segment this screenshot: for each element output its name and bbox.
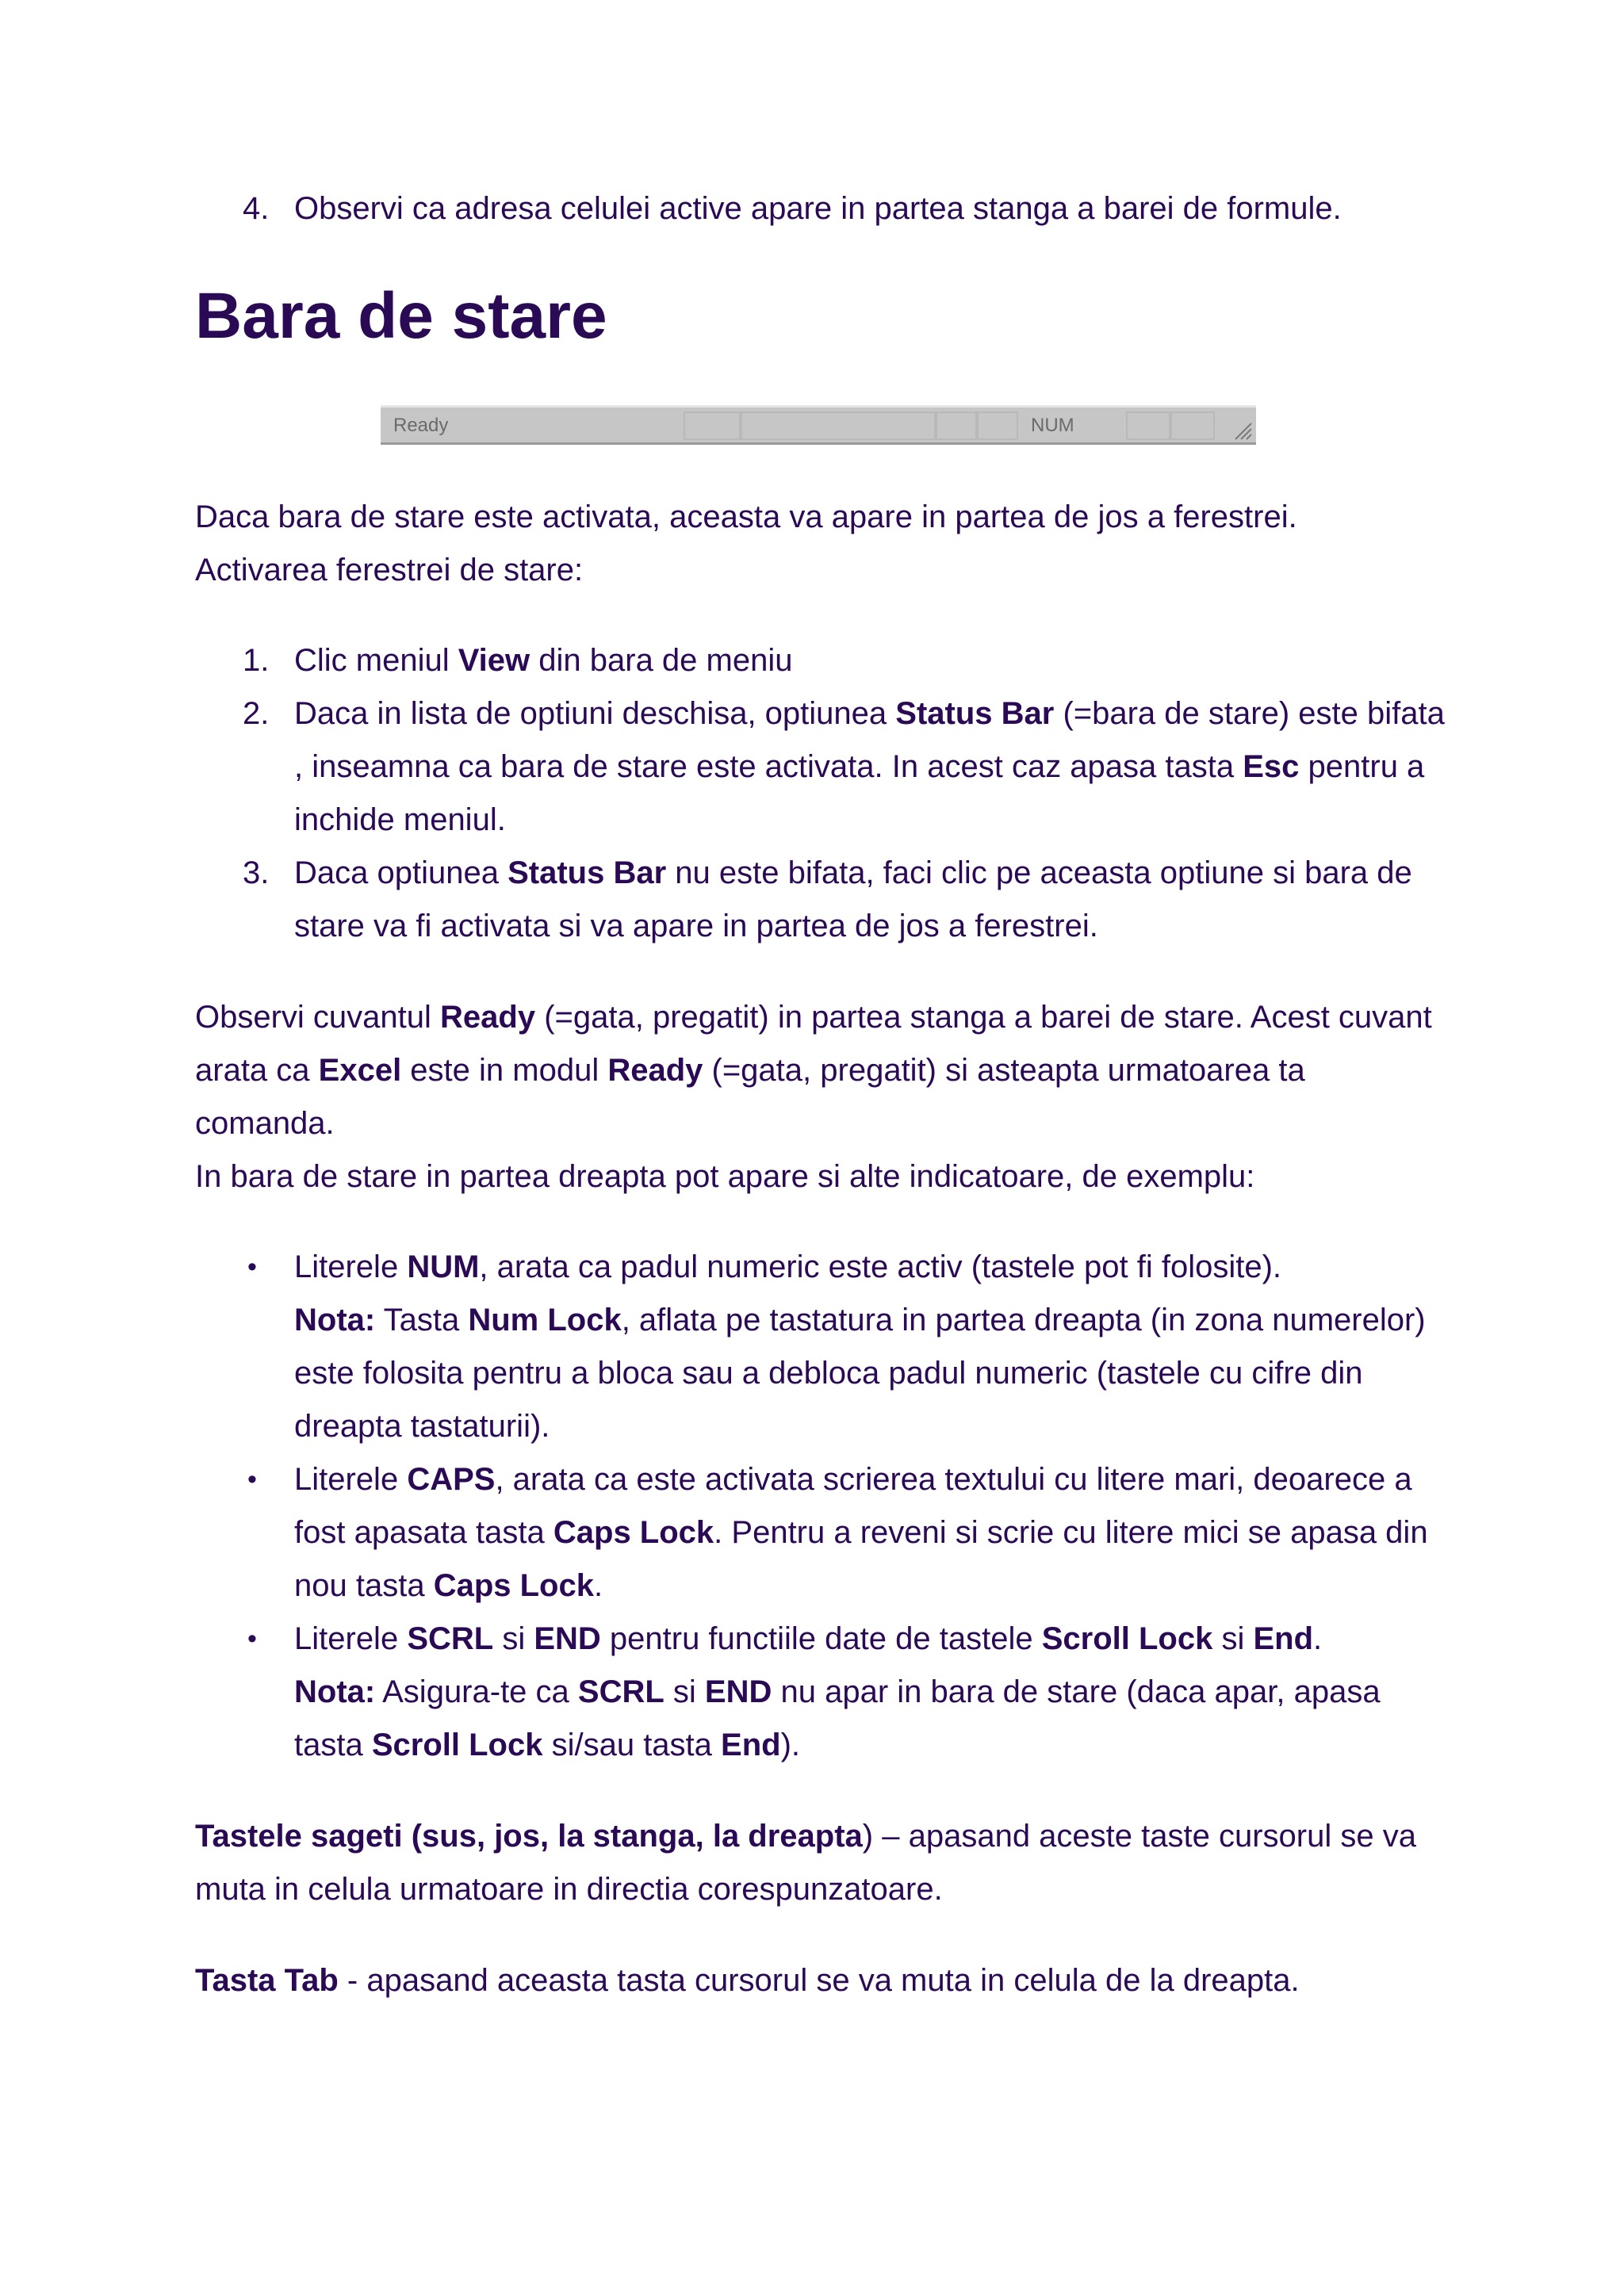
bold-run: Status Bar bbox=[895, 696, 1055, 731]
status-ready-label: Ready bbox=[393, 415, 449, 436]
bold-run: Scroll Lock bbox=[371, 1728, 543, 1762]
bold-run: End bbox=[721, 1728, 781, 1762]
text-run: . Pentru a reveni si scrie cu litere mici se apasa din nou tasta bbox=[294, 1515, 1428, 1603]
list-item-text: Observi ca adresa celulei active apare in partea stanga a barei de formule. bbox=[294, 191, 1342, 226]
status-panel bbox=[741, 411, 936, 440]
bold-run: Tasta Tab bbox=[195, 1963, 339, 1998]
bold-run: Esc bbox=[1243, 749, 1300, 784]
bold-run: Caps Lock bbox=[553, 1515, 714, 1550]
steps-list bbox=[195, 634, 1448, 953]
list-item bbox=[195, 1453, 1448, 1613]
bold-run: Tastele sageti (sus, jos, la stanga, la dreapta bbox=[195, 1819, 863, 1854]
bold-run: SCRL bbox=[407, 1621, 494, 1656]
text-run: , arata ca este activata scrierea textului cu litere mari, deoarece a fost apasata tasta bbox=[294, 1462, 1412, 1550]
bold-run: Num Lock bbox=[468, 1303, 622, 1337]
bold-run: View bbox=[458, 643, 530, 678]
bullet: • bbox=[247, 1252, 257, 1282]
bold-run: End bbox=[1253, 1621, 1313, 1656]
text-run: si bbox=[1212, 1621, 1254, 1656]
text-run: Asigura-te ca bbox=[375, 1674, 578, 1709]
indicators-list bbox=[195, 1241, 1448, 1772]
text-run: este in modul bbox=[401, 1053, 608, 1088]
text-run: Daca optiunea bbox=[294, 855, 508, 890]
bold-run: NUM bbox=[407, 1249, 480, 1284]
bold-run: Ready bbox=[607, 1053, 703, 1088]
paragraph bbox=[195, 991, 1448, 1150]
status-num-label: NUM bbox=[1031, 415, 1074, 436]
list-item bbox=[195, 182, 1448, 235]
text-run: nu apar in bara de stare (daca apar, apasa tasta bbox=[294, 1674, 1381, 1762]
status-panel bbox=[1126, 411, 1170, 440]
text-run: pentru functiile date de tastele bbox=[600, 1621, 1042, 1656]
list-number: 3. bbox=[243, 855, 270, 890]
status-panel bbox=[684, 411, 741, 440]
paragraph: In bara de stare in partea dreapta pot apare si alte indicatoare, de exemplu: bbox=[195, 1159, 1255, 1194]
text-run: Literele bbox=[294, 1462, 408, 1497]
paragraph: Activarea ferestrei de stare: bbox=[195, 553, 584, 587]
list-item bbox=[195, 634, 1448, 687]
list-item bbox=[195, 687, 1448, 847]
status-panel bbox=[977, 411, 1018, 440]
bold-run: Scroll Lock bbox=[1041, 1621, 1213, 1656]
list-item bbox=[195, 1241, 1448, 1453]
text-run: nu este bifata, faci clic pe aceasta optiune si bara de stare va fi activata si va apare in partea de jos a ferestrei. bbox=[294, 855, 1412, 943]
text-run: , arata ca padul numeric este activ (tastele pot fi folosite). bbox=[479, 1249, 1282, 1284]
text-run: ) – apasand aceste taste cursorul se va muta in celula urmatoare in directia corespunzatoare. bbox=[195, 1819, 1416, 1907]
continued-list bbox=[195, 182, 1448, 235]
note-label: Nota: bbox=[294, 1303, 376, 1337]
text-run: Literele bbox=[294, 1621, 408, 1656]
bold-run: Ready bbox=[440, 1000, 536, 1035]
text-run: (=bara de stare) este bifata , inseamna ca bara de stare este activata. In acest caz apasa tasta bbox=[294, 696, 1445, 784]
text-run: . bbox=[1313, 1621, 1323, 1656]
paragraph bbox=[195, 1810, 1448, 1916]
text-run: (=gata, pregatit) si asteapta urmatoarea ta comanda. bbox=[195, 1053, 1305, 1141]
bold-run: Excel bbox=[318, 1053, 402, 1088]
text-run: si bbox=[493, 1621, 534, 1656]
list-number: 2. bbox=[243, 696, 270, 731]
status-bar-image bbox=[381, 405, 1256, 445]
text-run: si bbox=[664, 1674, 705, 1709]
list-item bbox=[195, 847, 1448, 953]
list-item bbox=[195, 1613, 1448, 1772]
text-run: si/sau tasta bbox=[542, 1728, 722, 1762]
document-content bbox=[195, 182, 1448, 2007]
text-run: . bbox=[593, 1568, 603, 1603]
text-run: Tasta bbox=[375, 1303, 469, 1337]
note-label: Nota: bbox=[294, 1674, 376, 1709]
text-run: , aflata pe tastatura in partea dreapta (in zona numerelor) este folosita pentru a bloca sau a debloca padul numeric (tastele cu cifre din dreapta tastaturii). bbox=[294, 1303, 1426, 1444]
status-panel bbox=[1170, 411, 1215, 440]
text-run: Literele bbox=[294, 1249, 408, 1284]
paragraph: Daca bara de stare este activata, aceasta va apare in partea de jos a ferestrei. bbox=[195, 499, 1297, 534]
text-run: - apasand aceasta tasta cursorul se va muta in celula de la dreapta. bbox=[338, 1963, 1300, 1998]
section-heading: Bara de stare bbox=[195, 280, 607, 352]
text-run: din bara de meniu bbox=[530, 643, 793, 678]
text-run: ). bbox=[780, 1728, 801, 1762]
resize-grip-icon bbox=[1229, 417, 1253, 441]
bullet: • bbox=[247, 1464, 257, 1494]
bold-run: SCRL bbox=[577, 1674, 665, 1709]
bold-run: END bbox=[534, 1621, 601, 1656]
paragraph bbox=[195, 1954, 1448, 2007]
bold-run: Status Bar bbox=[508, 855, 667, 890]
bullet: • bbox=[247, 1624, 257, 1654]
status-panel bbox=[936, 411, 977, 440]
text-run: Daca in lista de optiuni deschisa, optiunea bbox=[294, 696, 896, 731]
bold-run: Caps Lock bbox=[433, 1568, 594, 1603]
bold-run: END bbox=[704, 1674, 772, 1709]
list-number: 1. bbox=[243, 643, 270, 678]
text-run: Observi cuvantul bbox=[195, 1000, 441, 1035]
text-run: pentru a inchide meniul. bbox=[294, 749, 1425, 837]
bold-run: CAPS bbox=[407, 1462, 496, 1497]
text-run: Clic meniul bbox=[294, 643, 458, 678]
list-number: 4. bbox=[243, 191, 270, 226]
text-run: (=gata, pregatit) in partea stanga a barei de stare. Acest cuvant arata ca bbox=[195, 1000, 1432, 1088]
